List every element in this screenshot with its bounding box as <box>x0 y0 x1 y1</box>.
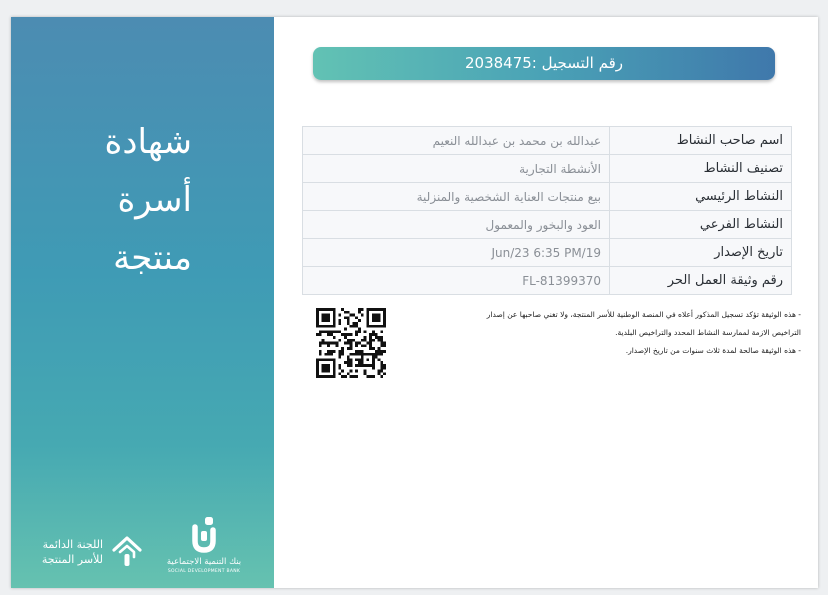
row-label: تاريخ الإصدار <box>610 239 792 267</box>
note-line-2: التراخيص الازمة لممارسة النشاط المحدد والتراخيص البلدية. <box>615 328 801 337</box>
row-value: العود والبخور والمعمول <box>303 211 610 239</box>
table-row <box>303 183 792 211</box>
row-label: رقم وثيقة العمل الحر <box>610 267 792 295</box>
title-line-3: منتجة <box>113 238 192 278</box>
row-value: عبدالله بن محمد بن عبدالله النعيم <box>303 127 610 155</box>
certificate-title <box>11 113 192 287</box>
sdb-logo-mark-icon <box>189 517 219 555</box>
info-table <box>302 126 792 295</box>
title-line-1: شهادة <box>104 122 192 162</box>
table-row <box>303 211 792 239</box>
row-value: بيع منتجات العناية الشخصية والمنزلية <box>303 183 610 211</box>
note-line-1: - هذه الوثيقة تؤكد تسجيل المذكور أعلاه في المنصة الوطنية للأسر المنتجة، ولا تغني صاحبها عن إصدار <box>486 310 801 319</box>
house-logo-icon <box>111 533 143 569</box>
row-label: تصنيف النشاط <box>610 155 792 183</box>
table-row <box>303 127 792 155</box>
committee-line-2: للأسر المنتجة <box>41 553 103 566</box>
notes <box>401 307 801 361</box>
row-label: اسم صاحب النشاط <box>610 127 792 155</box>
title-line-2: أسرة <box>117 180 192 220</box>
certificate <box>11 17 818 588</box>
table-row <box>303 267 792 295</box>
sdb-name-en: SOCIAL DEVELOPMENT BANK <box>167 569 241 574</box>
row-value: الأنشطة التجارية <box>303 155 610 183</box>
row-value: 19/Jun/23 6:35 PM <box>303 239 610 267</box>
row-value: FL-81399370 <box>303 267 610 295</box>
sdb-logo <box>159 517 249 577</box>
note-line-3: - هذه الوثيقة صالحة لمدة ثلاث سنوات من تاريخ الإصدار. <box>625 346 801 355</box>
table-row <box>303 155 792 183</box>
table-row <box>303 239 792 267</box>
qr-code-icon <box>316 308 386 378</box>
committee-logo-text <box>23 537 103 567</box>
row-label: النشاط الرئيسي <box>610 183 792 211</box>
sdb-name-ar: بنك التنمية الاجتماعية <box>166 557 242 567</box>
committee-line-1: اللجنة الدائمة <box>42 538 103 551</box>
registration-banner: رقم التسجيل :2038475 <box>313 47 775 80</box>
row-label: النشاط الفرعي <box>610 211 792 239</box>
side-panel <box>11 17 274 588</box>
committee-logo <box>23 533 143 573</box>
